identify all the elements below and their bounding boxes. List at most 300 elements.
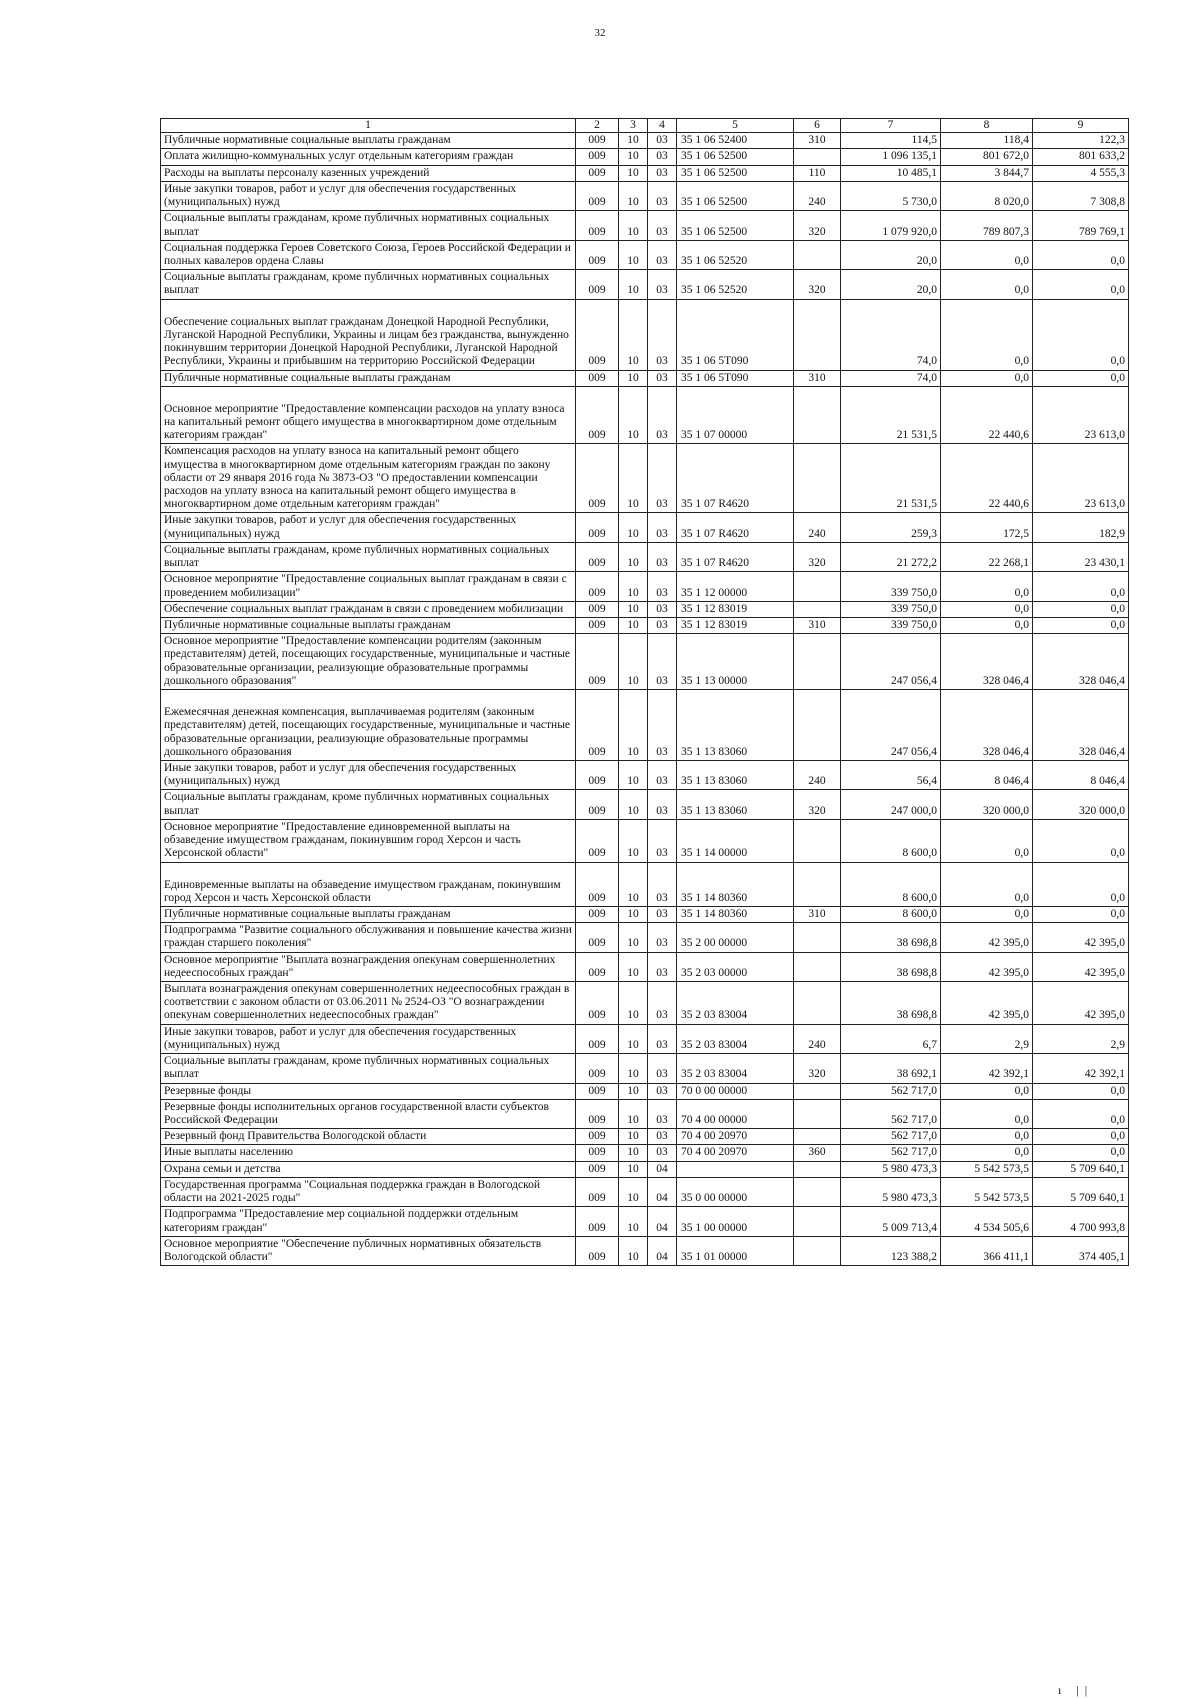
row-value-7: 56,4 bbox=[841, 760, 941, 789]
row-csr: 70 4 00 20970 bbox=[677, 1129, 794, 1145]
row-vr bbox=[794, 982, 841, 1025]
row-vr: 320 bbox=[794, 1054, 841, 1083]
row-value-7: 21 272,2 bbox=[841, 542, 941, 571]
row-csr: 35 1 12 83019 bbox=[677, 618, 794, 634]
row-rz: 10 bbox=[619, 1161, 648, 1177]
column-header-7: 7 bbox=[841, 119, 941, 133]
row-vr bbox=[794, 690, 841, 761]
row-ved: 009 bbox=[576, 542, 619, 571]
table-row bbox=[161, 386, 1129, 444]
row-value-7: 5 009 713,4 bbox=[841, 1207, 941, 1236]
row-value-8: 42 395,0 bbox=[941, 952, 1033, 981]
row-value-7: 8 600,0 bbox=[841, 819, 941, 862]
row-value-7: 8 600,0 bbox=[841, 906, 941, 922]
table-row bbox=[161, 165, 1129, 181]
row-value-9: 0,0 bbox=[1033, 270, 1129, 299]
row-vr bbox=[794, 1236, 841, 1265]
row-value-7: 6,7 bbox=[841, 1024, 941, 1053]
table-row bbox=[161, 952, 1129, 981]
row-csr: 70 4 00 20970 bbox=[677, 1145, 794, 1161]
row-value-8: 3 844,7 bbox=[941, 165, 1033, 181]
row-vr bbox=[794, 1161, 841, 1177]
row-value-7: 5 730,0 bbox=[841, 181, 941, 210]
row-value-8: 801 672,0 bbox=[941, 149, 1033, 165]
row-value-7: 247 000,0 bbox=[841, 790, 941, 819]
row-value-8: 42 392,1 bbox=[941, 1054, 1033, 1083]
row-value-8: 0,0 bbox=[941, 299, 1033, 370]
row-pr: 04 bbox=[648, 1177, 677, 1206]
row-vr bbox=[794, 149, 841, 165]
row-value-7: 5 980 473,3 bbox=[841, 1177, 941, 1206]
row-value-8: 22 440,6 bbox=[941, 444, 1033, 513]
row-csr: 35 0 00 00000 bbox=[677, 1177, 794, 1206]
header-row bbox=[161, 119, 1129, 133]
row-value-7: 1 079 920,0 bbox=[841, 211, 941, 240]
row-value-9: 0,0 bbox=[1033, 370, 1129, 386]
row-value-8: 0,0 bbox=[941, 601, 1033, 617]
row-csr: 35 1 06 52500 bbox=[677, 149, 794, 165]
row-ved: 009 bbox=[576, 133, 619, 149]
row-ved: 009 bbox=[576, 572, 619, 601]
row-csr: 35 2 00 00000 bbox=[677, 923, 794, 952]
row-csr: 35 1 13 83060 bbox=[677, 760, 794, 789]
row-value-8: 42 395,0 bbox=[941, 923, 1033, 952]
row-value-8: 789 807,3 bbox=[941, 211, 1033, 240]
row-rz: 10 bbox=[619, 1099, 648, 1128]
row-rz: 10 bbox=[619, 513, 648, 542]
row-value-9: 374 405,1 bbox=[1033, 1236, 1129, 1265]
row-ved: 009 bbox=[576, 513, 619, 542]
row-ved: 009 bbox=[576, 444, 619, 513]
row-value-8: 366 411,1 bbox=[941, 1236, 1033, 1265]
table-row bbox=[161, 790, 1129, 819]
row-value-7: 123 388,2 bbox=[841, 1236, 941, 1265]
row-csr: 35 1 06 52400 bbox=[677, 133, 794, 149]
row-rz: 10 bbox=[619, 386, 648, 444]
row-value-9: 122,3 bbox=[1033, 133, 1129, 149]
row-value-7: 339 750,0 bbox=[841, 618, 941, 634]
row-vr bbox=[794, 1099, 841, 1128]
row-ved: 009 bbox=[576, 1177, 619, 1206]
row-vr bbox=[794, 862, 841, 906]
row-value-9: 0,0 bbox=[1033, 1083, 1129, 1099]
row-value-9: 8 046,4 bbox=[1033, 760, 1129, 789]
row-pr: 03 bbox=[648, 386, 677, 444]
row-rz: 10 bbox=[619, 1129, 648, 1145]
row-csr: 35 1 06 5Т090 bbox=[677, 370, 794, 386]
row-rz: 10 bbox=[619, 270, 648, 299]
row-pr: 03 bbox=[648, 270, 677, 299]
row-csr: 35 2 03 83004 bbox=[677, 1024, 794, 1053]
row-name: Публичные нормативные социальные выплаты гражданам bbox=[161, 906, 576, 922]
row-value-9: 0,0 bbox=[1033, 1099, 1129, 1128]
column-header-3: 3 bbox=[619, 119, 648, 133]
row-value-7: 21 531,5 bbox=[841, 444, 941, 513]
table-row bbox=[161, 1207, 1129, 1236]
column-header-6: 6 bbox=[794, 119, 841, 133]
row-value-7: 20,0 bbox=[841, 240, 941, 269]
row-csr: 35 2 03 00000 bbox=[677, 952, 794, 981]
row-name: Публичные нормативные социальные выплаты гражданам bbox=[161, 370, 576, 386]
row-name: Социальные выплаты гражданам, кроме публичных нормативных социальных выплат bbox=[161, 270, 576, 299]
row-pr: 03 bbox=[648, 149, 677, 165]
row-csr: 35 1 06 52520 bbox=[677, 270, 794, 299]
row-value-8: 0,0 bbox=[941, 618, 1033, 634]
table-row bbox=[161, 862, 1129, 906]
row-value-7: 247 056,4 bbox=[841, 690, 941, 761]
table-row bbox=[161, 618, 1129, 634]
row-ved: 009 bbox=[576, 1236, 619, 1265]
row-csr: 35 1 07 00000 bbox=[677, 386, 794, 444]
row-value-8: 0,0 bbox=[941, 906, 1033, 922]
row-pr: 03 bbox=[648, 370, 677, 386]
row-pr: 03 bbox=[648, 906, 677, 922]
row-value-7: 1 096 135,1 bbox=[841, 149, 941, 165]
row-pr: 03 bbox=[648, 790, 677, 819]
row-pr: 03 bbox=[648, 982, 677, 1025]
row-rz: 10 bbox=[619, 1083, 648, 1099]
row-vr bbox=[794, 634, 841, 690]
row-ved: 009 bbox=[576, 862, 619, 906]
row-csr: 35 1 14 00000 bbox=[677, 819, 794, 862]
row-csr: 35 1 06 52500 bbox=[677, 165, 794, 181]
row-name: Иные закупки товаров, работ и услуг для обеспечения государственных (муниципальных) нужд bbox=[161, 513, 576, 542]
row-vr bbox=[794, 240, 841, 269]
table-row bbox=[161, 1099, 1129, 1128]
row-vr bbox=[794, 1129, 841, 1145]
row-name: Резервный фонд Правительства Вологодской области bbox=[161, 1129, 576, 1145]
row-vr: 240 bbox=[794, 181, 841, 210]
row-pr: 03 bbox=[648, 952, 677, 981]
row-value-7: 38 698,8 bbox=[841, 982, 941, 1025]
row-pr: 04 bbox=[648, 1236, 677, 1265]
row-name: Охрана семьи и детства bbox=[161, 1161, 576, 1177]
row-name: Резервные фонды bbox=[161, 1083, 576, 1099]
row-vr: 320 bbox=[794, 790, 841, 819]
row-name: Ежемесячная денежная компенсация, выплачиваемая родителям (законным представителям) детей, посещающих государственные, муниципальные и частные образовательные организации, реализующие образовательные программы дошкольного образования bbox=[161, 690, 576, 761]
row-csr: 35 1 00 00000 bbox=[677, 1207, 794, 1236]
row-value-9: 42 395,0 bbox=[1033, 923, 1129, 952]
row-value-7: 8 600,0 bbox=[841, 862, 941, 906]
row-value-7: 74,0 bbox=[841, 370, 941, 386]
row-name: Обеспечение социальных выплат гражданам Донецкой Народной Республики, Луганской Народной Республики, Украины и лицам без гражданства, вынужденно покинувшим территории Донецкой Народной Республики, Луганской Народной Республики, Украины и прибывшим на территорию Российской Федерации bbox=[161, 299, 576, 370]
row-vr: 310 bbox=[794, 906, 841, 922]
row-csr: 70 0 00 00000 bbox=[677, 1083, 794, 1099]
row-value-7: 21 531,5 bbox=[841, 386, 941, 444]
row-name: Основное мероприятие "Предоставление компенсации расходов на уплату взноса на капитальный ремонт общего имущества в многоквартирном доме отдельным категориям граждан" bbox=[161, 386, 576, 444]
row-csr: 35 1 13 00000 bbox=[677, 634, 794, 690]
row-ved: 009 bbox=[576, 1145, 619, 1161]
row-ved: 009 bbox=[576, 299, 619, 370]
row-value-8: 0,0 bbox=[941, 370, 1033, 386]
row-pr: 03 bbox=[648, 618, 677, 634]
table-row bbox=[161, 923, 1129, 952]
row-csr: 35 1 01 00000 bbox=[677, 1236, 794, 1265]
row-value-7: 10 485,1 bbox=[841, 165, 941, 181]
table-row bbox=[161, 1083, 1129, 1099]
row-vr bbox=[794, 444, 841, 513]
row-value-8: 8 020,0 bbox=[941, 181, 1033, 210]
row-value-9: 4 700 993,8 bbox=[1033, 1207, 1129, 1236]
table-row bbox=[161, 542, 1129, 571]
row-value-8: 5 542 573,5 bbox=[941, 1177, 1033, 1206]
row-rz: 10 bbox=[619, 133, 648, 149]
row-vr: 240 bbox=[794, 760, 841, 789]
row-value-8: 0,0 bbox=[941, 572, 1033, 601]
table-row bbox=[161, 370, 1129, 386]
row-pr: 03 bbox=[648, 1145, 677, 1161]
row-ved: 009 bbox=[576, 690, 619, 761]
table-row bbox=[161, 299, 1129, 370]
table-row bbox=[161, 181, 1129, 210]
row-ved: 009 bbox=[576, 165, 619, 181]
row-ved: 009 bbox=[576, 270, 619, 299]
row-ved: 009 bbox=[576, 181, 619, 210]
row-value-9: 2,9 bbox=[1033, 1024, 1129, 1053]
row-value-9: 320 000,0 bbox=[1033, 790, 1129, 819]
row-vr: 240 bbox=[794, 513, 841, 542]
row-vr bbox=[794, 1083, 841, 1099]
row-vr: 320 bbox=[794, 211, 841, 240]
row-vr bbox=[794, 923, 841, 952]
row-pr: 03 bbox=[648, 923, 677, 952]
row-csr: 35 1 13 83060 bbox=[677, 790, 794, 819]
row-ved: 009 bbox=[576, 370, 619, 386]
row-rz: 10 bbox=[619, 370, 648, 386]
row-value-9: 0,0 bbox=[1033, 240, 1129, 269]
row-rz: 10 bbox=[619, 923, 648, 952]
budget-table bbox=[160, 118, 1129, 1266]
row-value-7: 259,3 bbox=[841, 513, 941, 542]
row-rz: 10 bbox=[619, 299, 648, 370]
row-name: Компенсация расходов на уплату взноса на капитальный ремонт общего имущества в многоквартирном доме отдельным категориям граждан по закону области от 29 января 2016 года № 3873-ОЗ "О предоставлении компенсации расходов на уплату взноса на капитальный ремонт общего имущества в многоквартирном доме отдельным категориям граждан" bbox=[161, 444, 576, 513]
row-value-9: 182,9 bbox=[1033, 513, 1129, 542]
row-value-8: 0,0 bbox=[941, 1099, 1033, 1128]
row-value-9: 0,0 bbox=[1033, 618, 1129, 634]
column-header-9: 9 bbox=[1033, 119, 1129, 133]
row-value-8: 0,0 bbox=[941, 1145, 1033, 1161]
row-value-9: 4 555,3 bbox=[1033, 165, 1129, 181]
row-ved: 009 bbox=[576, 386, 619, 444]
row-name: Подпрограмма "Предоставление мер социальной поддержки отдельным категориям граждан" bbox=[161, 1207, 576, 1236]
row-ved: 009 bbox=[576, 790, 619, 819]
row-ved: 009 bbox=[576, 149, 619, 165]
row-pr: 03 bbox=[648, 240, 677, 269]
row-rz: 10 bbox=[619, 690, 648, 761]
row-pr: 03 bbox=[648, 1083, 677, 1099]
row-ved: 009 bbox=[576, 952, 619, 981]
table-row bbox=[161, 513, 1129, 542]
row-value-8: 0,0 bbox=[941, 819, 1033, 862]
row-value-8: 328 046,4 bbox=[941, 690, 1033, 761]
row-vr bbox=[794, 601, 841, 617]
table-row bbox=[161, 149, 1129, 165]
row-value-8: 5 542 573,5 bbox=[941, 1161, 1033, 1177]
row-vr bbox=[794, 299, 841, 370]
row-pr: 03 bbox=[648, 1054, 677, 1083]
row-vr bbox=[794, 1177, 841, 1206]
row-value-8: 320 000,0 bbox=[941, 790, 1033, 819]
row-vr: 360 bbox=[794, 1145, 841, 1161]
row-value-8: 2,9 bbox=[941, 1024, 1033, 1053]
row-value-9: 0,0 bbox=[1033, 819, 1129, 862]
row-name: Обеспечение социальных выплат гражданам в связи с проведением мобилизации bbox=[161, 601, 576, 617]
row-name: Публичные нормативные социальные выплаты гражданам bbox=[161, 618, 576, 634]
row-pr: 03 bbox=[648, 690, 677, 761]
row-name: Иные закупки товаров, работ и услуг для обеспечения государственных (муниципальных) нужд bbox=[161, 1024, 576, 1053]
row-value-7: 562 717,0 bbox=[841, 1083, 941, 1099]
row-csr: 35 1 06 52500 bbox=[677, 181, 794, 210]
row-rz: 10 bbox=[619, 952, 648, 981]
row-pr: 03 bbox=[648, 760, 677, 789]
row-pr: 03 bbox=[648, 1024, 677, 1053]
row-vr: 320 bbox=[794, 542, 841, 571]
row-rz: 10 bbox=[619, 790, 648, 819]
row-ved: 009 bbox=[576, 1024, 619, 1053]
row-ved: 009 bbox=[576, 1161, 619, 1177]
row-value-9: 0,0 bbox=[1033, 572, 1129, 601]
row-csr: 35 1 07 R4620 bbox=[677, 542, 794, 571]
row-rz: 10 bbox=[619, 906, 648, 922]
table-row bbox=[161, 1145, 1129, 1161]
row-name: Основное мероприятие "Предоставление компенсации родителям (законным представителям) детей, посещающих государственные, муниципальные и частные образовательные организации, реализующие образовательные программы дошкольного образования" bbox=[161, 634, 576, 690]
row-csr: 35 1 14 80360 bbox=[677, 906, 794, 922]
row-value-9: 23 613,0 bbox=[1033, 386, 1129, 444]
row-csr: 35 1 07 R4620 bbox=[677, 444, 794, 513]
row-rz: 10 bbox=[619, 181, 648, 210]
row-value-8: 0,0 bbox=[941, 1129, 1033, 1145]
table-row bbox=[161, 1177, 1129, 1206]
row-ved: 009 bbox=[576, 634, 619, 690]
row-rz: 10 bbox=[619, 165, 648, 181]
row-csr: 35 1 06 52500 bbox=[677, 211, 794, 240]
row-rz: 10 bbox=[619, 211, 648, 240]
row-rz: 10 bbox=[619, 634, 648, 690]
row-value-9: 42 395,0 bbox=[1033, 952, 1129, 981]
row-rz: 10 bbox=[619, 572, 648, 601]
row-value-9: 42 392,1 bbox=[1033, 1054, 1129, 1083]
row-pr: 03 bbox=[648, 1129, 677, 1145]
row-value-7: 38 692,1 bbox=[841, 1054, 941, 1083]
row-name: Социальные выплаты гражданам, кроме публичных нормативных социальных выплат bbox=[161, 1054, 576, 1083]
table-row bbox=[161, 906, 1129, 922]
row-rz: 10 bbox=[619, 1145, 648, 1161]
row-pr: 03 bbox=[648, 572, 677, 601]
page-number: 32 bbox=[594, 27, 606, 39]
row-rz: 10 bbox=[619, 618, 648, 634]
row-vr bbox=[794, 572, 841, 601]
row-value-9: 0,0 bbox=[1033, 1145, 1129, 1161]
row-rz: 10 bbox=[619, 819, 648, 862]
row-vr: 110 bbox=[794, 165, 841, 181]
row-name: Государственная программа "Социальная поддержка граждан в Вологодской области на 2021-2025 годы" bbox=[161, 1177, 576, 1206]
scan-marks: ı || bbox=[1058, 1683, 1094, 1697]
row-pr: 03 bbox=[648, 634, 677, 690]
table-row bbox=[161, 760, 1129, 789]
column-header-8: 8 bbox=[941, 119, 1033, 133]
row-name: Резервные фонды исполнительных органов государственной власти субъектов Российской Федерации bbox=[161, 1099, 576, 1128]
row-value-9: 0,0 bbox=[1033, 601, 1129, 617]
table-row bbox=[161, 690, 1129, 761]
row-pr: 03 bbox=[648, 165, 677, 181]
table-row bbox=[161, 211, 1129, 240]
row-ved: 009 bbox=[576, 819, 619, 862]
row-ved: 009 bbox=[576, 1054, 619, 1083]
row-value-8: 8 046,4 bbox=[941, 760, 1033, 789]
table-row bbox=[161, 601, 1129, 617]
row-pr: 03 bbox=[648, 133, 677, 149]
row-rz: 10 bbox=[619, 1177, 648, 1206]
row-value-8: 4 534 505,6 bbox=[941, 1207, 1033, 1236]
row-value-7: 5 980 473,3 bbox=[841, 1161, 941, 1177]
row-value-9: 0,0 bbox=[1033, 1129, 1129, 1145]
row-vr: 320 bbox=[794, 270, 841, 299]
row-value-8: 0,0 bbox=[941, 862, 1033, 906]
row-value-7: 562 717,0 bbox=[841, 1129, 941, 1145]
row-ved: 009 bbox=[576, 240, 619, 269]
row-csr: 35 1 07 R4620 bbox=[677, 513, 794, 542]
row-pr: 03 bbox=[648, 444, 677, 513]
row-ved: 009 bbox=[576, 1129, 619, 1145]
row-value-8: 0,0 bbox=[941, 1083, 1033, 1099]
row-ved: 009 bbox=[576, 618, 619, 634]
table-row bbox=[161, 819, 1129, 862]
row-rz: 10 bbox=[619, 149, 648, 165]
row-rz: 10 bbox=[619, 542, 648, 571]
row-name: Иные выплаты населению bbox=[161, 1145, 576, 1161]
row-value-9: 42 395,0 bbox=[1033, 982, 1129, 1025]
row-pr: 04 bbox=[648, 1207, 677, 1236]
row-value-7: 562 717,0 bbox=[841, 1099, 941, 1128]
row-name: Выплата вознаграждения опекунам совершеннолетних недееспособных граждан в соответствии с законом области от 03.06.2011 № 2524-ОЗ "О вознаграждении опекунам совершеннолетних недееспособных граждан" bbox=[161, 982, 576, 1025]
row-name: Подпрограмма "Развитие социального обслуживания и повышение качества жизни граждан старшего поколения" bbox=[161, 923, 576, 952]
row-value-8: 22 268,1 bbox=[941, 542, 1033, 571]
row-value-9: 789 769,1 bbox=[1033, 211, 1129, 240]
column-header-5: 5 bbox=[677, 119, 794, 133]
row-pr: 03 bbox=[648, 1099, 677, 1128]
row-value-9: 5 709 640,1 bbox=[1033, 1177, 1129, 1206]
row-value-7: 74,0 bbox=[841, 299, 941, 370]
row-vr bbox=[794, 952, 841, 981]
row-name: Публичные нормативные социальные выплаты гражданам bbox=[161, 133, 576, 149]
row-value-9: 0,0 bbox=[1033, 299, 1129, 370]
row-ved: 009 bbox=[576, 923, 619, 952]
row-ved: 009 bbox=[576, 1207, 619, 1236]
row-value-9: 328 046,4 bbox=[1033, 690, 1129, 761]
row-value-7: 562 717,0 bbox=[841, 1145, 941, 1161]
row-csr: 35 1 06 5Т090 bbox=[677, 299, 794, 370]
row-rz: 10 bbox=[619, 444, 648, 513]
row-vr bbox=[794, 1207, 841, 1236]
row-vr bbox=[794, 386, 841, 444]
column-header-4: 4 bbox=[648, 119, 677, 133]
row-csr: 35 1 06 52520 bbox=[677, 240, 794, 269]
row-value-9: 23 430,1 bbox=[1033, 542, 1129, 571]
row-rz: 10 bbox=[619, 1207, 648, 1236]
row-ved: 009 bbox=[576, 1099, 619, 1128]
table-body bbox=[161, 133, 1129, 1266]
row-value-9: 328 046,4 bbox=[1033, 634, 1129, 690]
row-name: Основное мероприятие "Обеспечение публичных нормативных обязательств Вологодской области" bbox=[161, 1236, 576, 1265]
row-pr: 03 bbox=[648, 862, 677, 906]
row-name: Расходы на выплаты персоналу казенных учреждений bbox=[161, 165, 576, 181]
row-csr: 35 1 12 00000 bbox=[677, 572, 794, 601]
row-value-7: 20,0 bbox=[841, 270, 941, 299]
row-value-9: 7 308,8 bbox=[1033, 181, 1129, 210]
row-vr: 310 bbox=[794, 370, 841, 386]
row-value-7: 38 698,8 bbox=[841, 952, 941, 981]
row-name: Основное мероприятие "Предоставление социальных выплат гражданам в связи с проведением мобилизации" bbox=[161, 572, 576, 601]
